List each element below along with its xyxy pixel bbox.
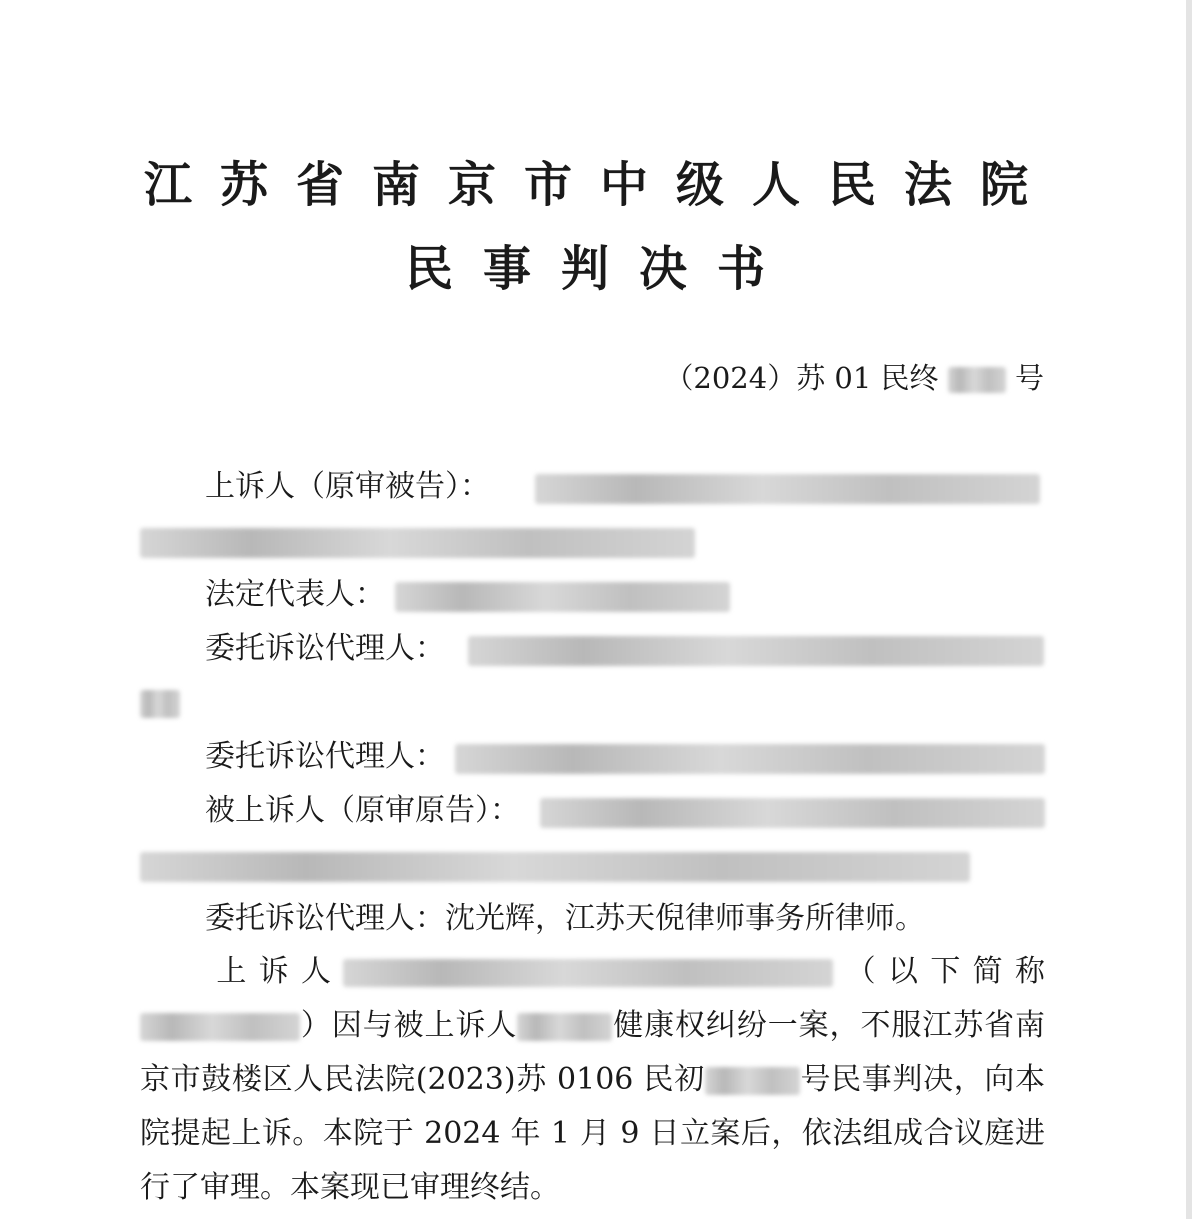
court-name: 江苏省南京市中级人民法院 xyxy=(143,157,1056,213)
redacted-agent-1-cont xyxy=(140,690,180,718)
redacted-appellant-address xyxy=(140,528,695,558)
agent-1-label: 委托诉讼代理人： xyxy=(205,631,445,666)
case-number-prefix: （2024）苏 01 民终 xyxy=(664,361,939,395)
appellee-label: 被上诉人（原审原告）： xyxy=(205,793,520,828)
body-s3: ）因与被上诉人 xyxy=(300,1008,518,1043)
appellant-label: 上诉人（原审被告）： xyxy=(205,469,490,504)
redacted-short-name xyxy=(140,1013,300,1041)
redacted-appellant xyxy=(535,474,1040,504)
redacted-appellant-name xyxy=(343,959,833,987)
redacted-case-number xyxy=(948,367,1006,393)
case-number-suffix: 号 xyxy=(1014,361,1044,395)
redacted-appellee-address xyxy=(140,852,970,882)
body-s1: 上诉人 xyxy=(204,954,344,989)
agent-2-label: 委托诉讼代理人： xyxy=(205,739,445,774)
body-paragraph xyxy=(140,945,1045,1215)
redacted-first-instance-number xyxy=(705,1067,800,1095)
legal-rep-label: 法定代表人： xyxy=(205,577,385,612)
redacted-appellee-name xyxy=(517,1013,612,1041)
appellee-agent: 委托诉讼代理人：沈光辉，江苏天倪律师事务所律师。 xyxy=(205,901,925,936)
body-s5: 号民事判决，向本院提起上诉。本院于 2024 年 1 月 9 日立案后，依法组成合议庭进行了审理。本案现已审理终结。 xyxy=(140,1062,1045,1205)
case-number xyxy=(664,356,1044,397)
body-s4: 健康权纠纷一案，不服江苏省南京市鼓楼区人民法院(2023)苏 0106 民初 xyxy=(140,1008,1046,1097)
redacted-agent-1 xyxy=(468,636,1044,666)
page-edge xyxy=(1186,0,1192,1219)
redacted-legal-rep xyxy=(395,582,730,612)
redacted-appellee xyxy=(540,798,1045,828)
body-s2: （以下简称 xyxy=(833,954,1046,989)
document-type: 民事判决书 xyxy=(404,241,795,297)
redacted-agent-2 xyxy=(455,744,1045,774)
